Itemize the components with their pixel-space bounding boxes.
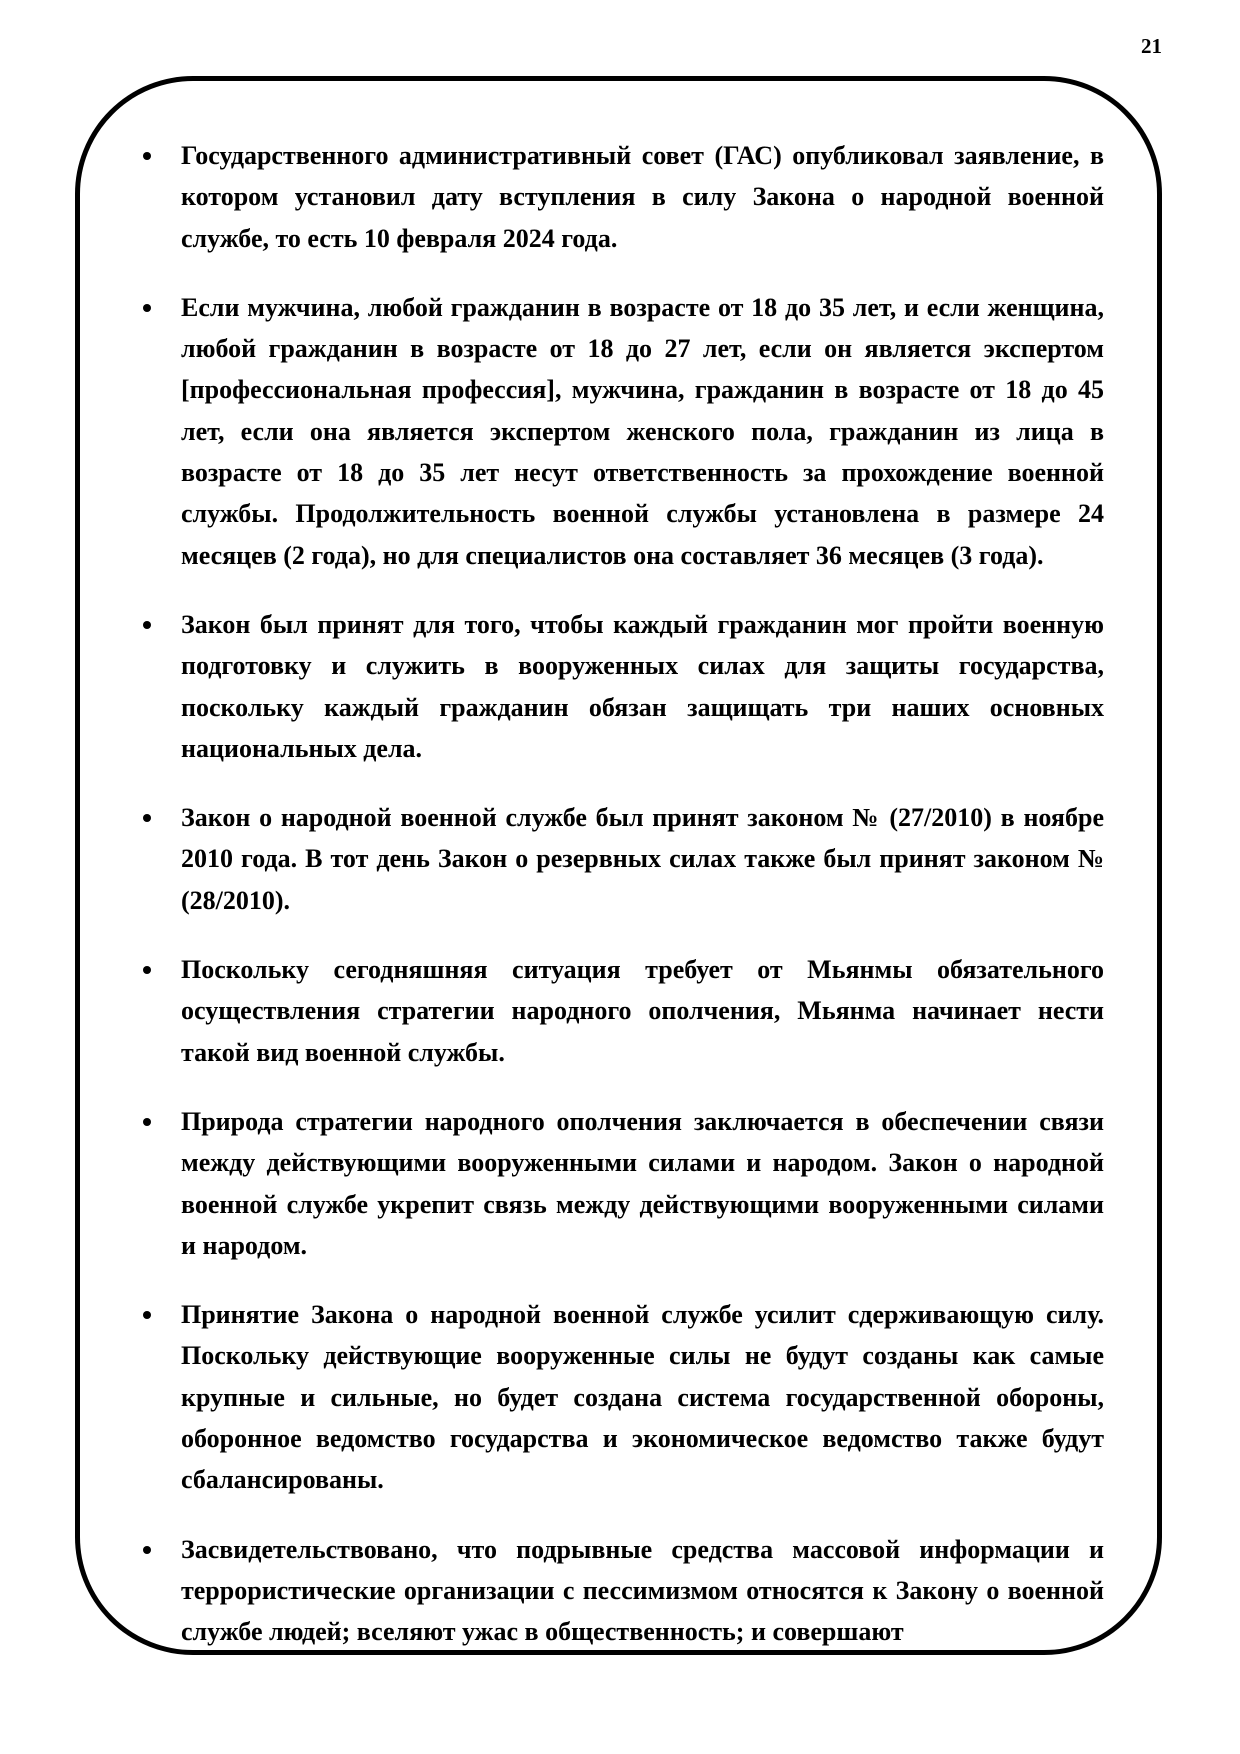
bullet-item (143, 797, 1104, 921)
bullet-item (143, 949, 1104, 1073)
bullet-icon (143, 621, 151, 629)
bullet-item (143, 287, 1104, 576)
bullet-icon (143, 966, 151, 974)
bullet-icon (143, 1546, 151, 1554)
rounded-content-frame (75, 76, 1162, 1655)
bullet-icon (143, 304, 151, 312)
bullet-text: Поскольку сегодняшняя ситуация требует от Мьянмы обязательного осуществления стратегии народного ополчения, Мьянма начинает нести такой вид военной службы. (181, 955, 1104, 1067)
bullet-icon (143, 1311, 151, 1319)
bullet-icon (143, 152, 151, 160)
bullet-text: Если мужчина, любой гражданин в возрасте от 18 до 35 лет, и если женщина, любой гражданин в возрасте от 18 до 27 лет, если он является экспертом [профессиональная профессия], мужчина, гражданин в возрасте от 18 до 45 лет, если она является экспертом женского пола, гражданин из лица в возрасте от 18 до 35 лет несут ответственность за прохождение военной службы. Продолжительность военной службы установлена в размере 24 месяцев (2 года), но для специалистов она составляет 36 месяцев (3 года). (181, 292, 1104, 570)
bullet-item (143, 604, 1104, 769)
content-area (143, 135, 1104, 1655)
page-number: 21 (1141, 34, 1162, 58)
bullet-text: Засвидетельствовано, что подрывные средства массовой информации и террористические организации с пессимизмом относятся к Закону о военной службе людей; вселяют ужас в общественность; и совершают (181, 1534, 1104, 1647)
bullet-text: Закон о народной военной службе был принят законом № (27/2010) в ноябре 2010 года. В тот день Закон о резервных силах также был принят законом № (28/2010). (181, 803, 1104, 915)
bullet-icon (143, 814, 151, 822)
bullet-text: Принятие Закона о народной военной службе усилит сдерживающую силу. Поскольку действующие вооруженные силы не будут созданы как самые крупные и сильные, но будет создана система государственной обороны, оборонное ведомство государства и экономическое ведомство также будут сбалансированы. (181, 1300, 1104, 1495)
bullet-item (143, 135, 1104, 259)
bullet-item (143, 1529, 1104, 1653)
bullet-icon (143, 1118, 151, 1126)
bullet-text: Закон был принят для того, чтобы каждый гражданин мог пройти военную подготовку и служить в вооруженных силах для защиты государства, поскольку каждый гражданин обязан защищать три наших основных национальных дела. (181, 609, 1104, 763)
bullet-text: Государственного административный совет (ГАС) опубликовал заявление, в котором установил дату вступления в силу Закона о народной военной службе, то есть 10 февраля 2024 года. (181, 141, 1104, 253)
bullet-item (143, 1294, 1104, 1500)
bullet-list (143, 135, 1104, 1653)
bullet-item (143, 1101, 1104, 1266)
bullet-text: Природа стратегии народного ополчения заключается в обеспечении связи между действующими вооруженными силами и народом. Закон о народной военной службе укрепит связь между действующими вооруженными силами и народом. (181, 1106, 1104, 1260)
